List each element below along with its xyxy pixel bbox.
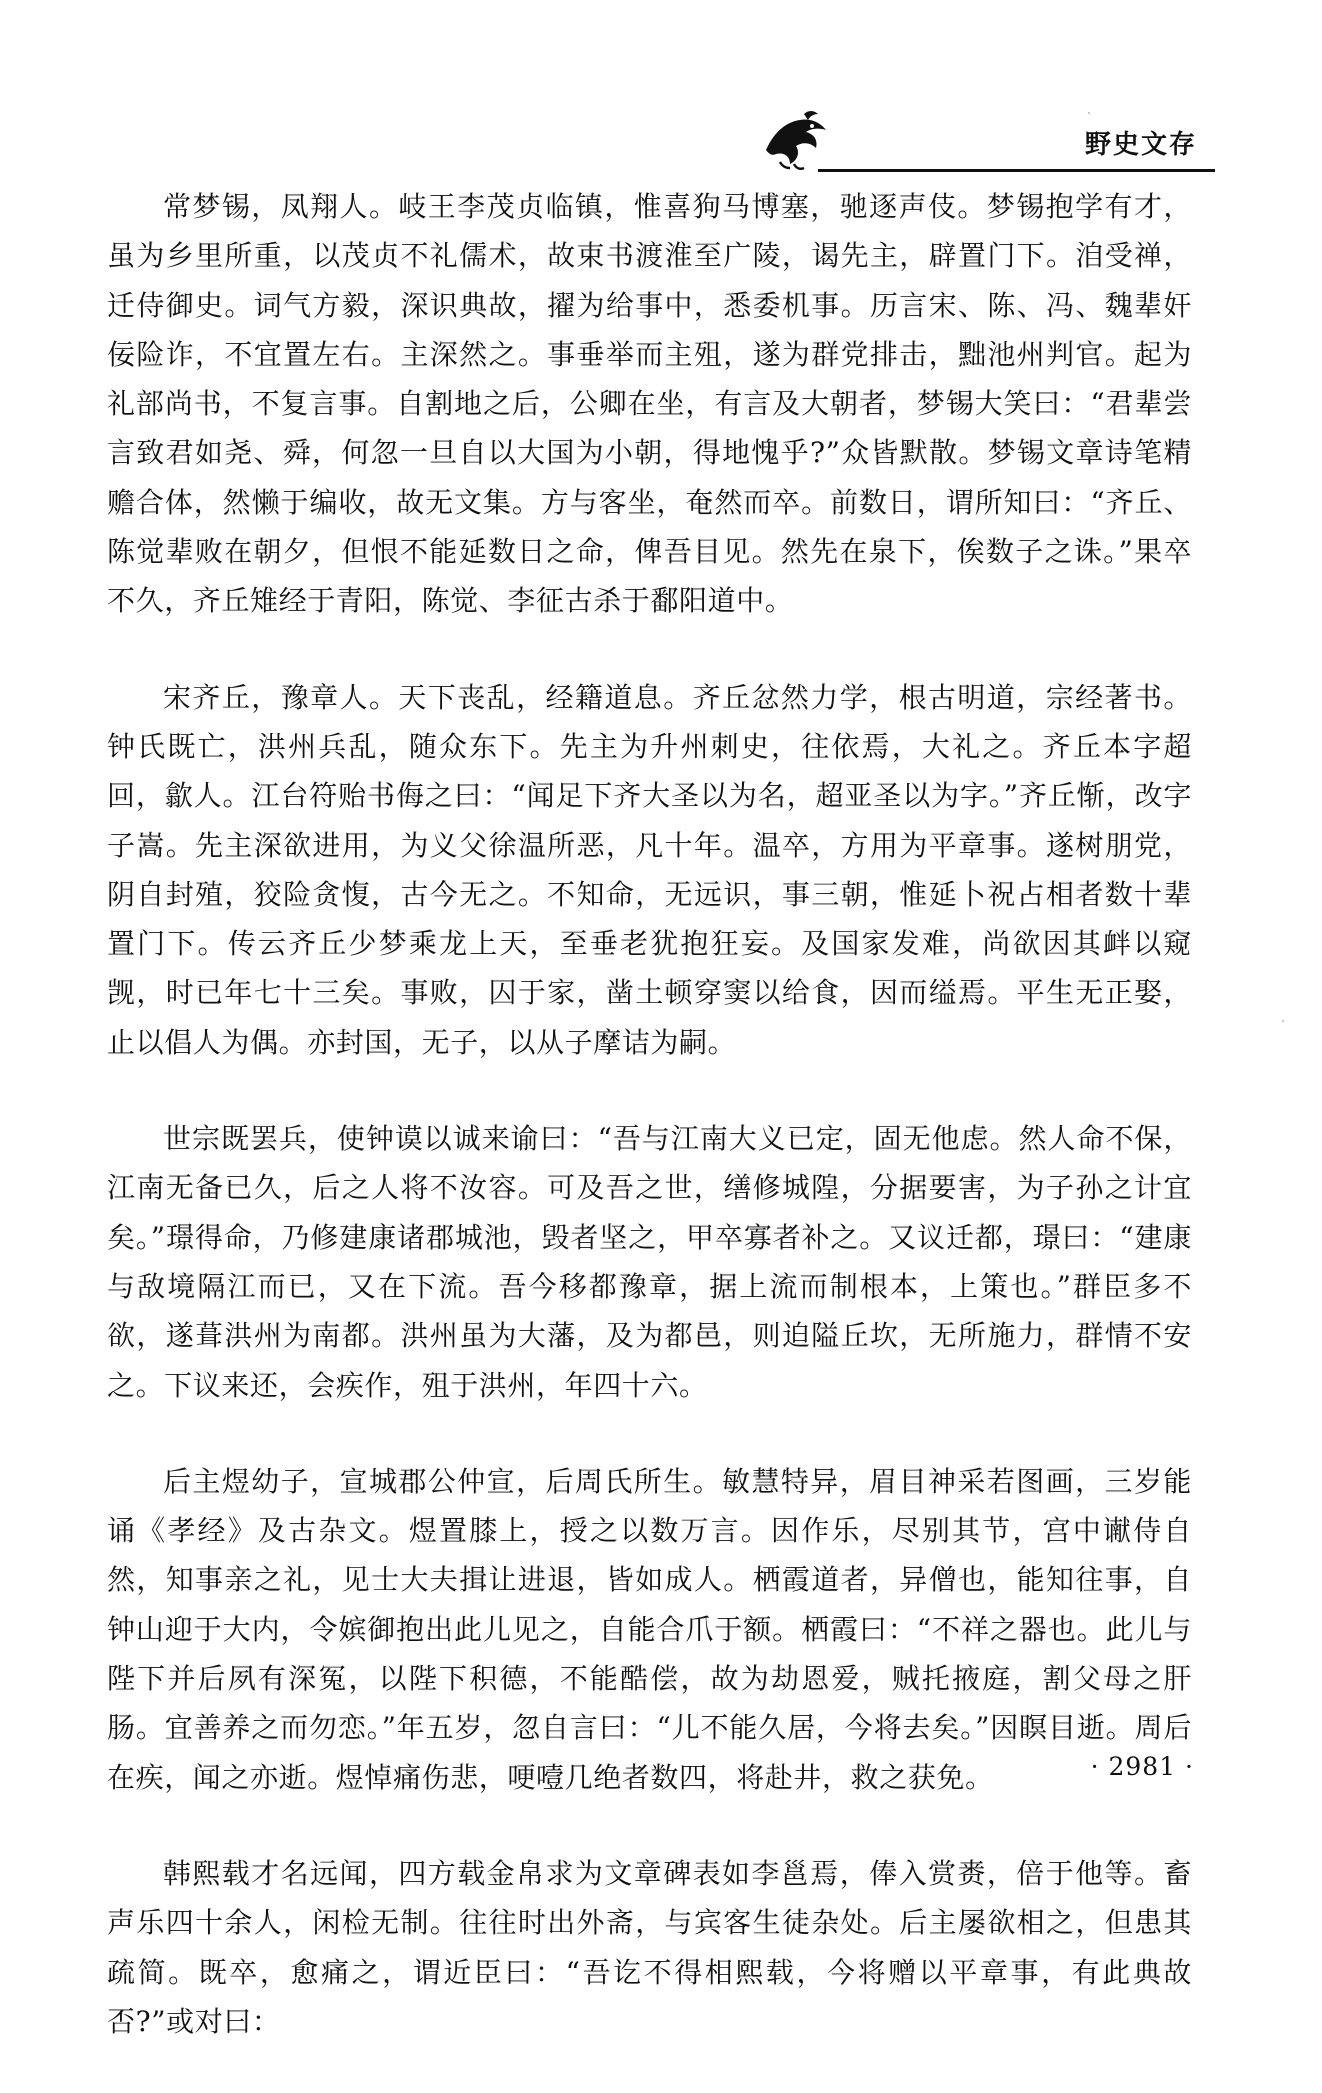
paragraph-zhongxuan: 后主煜幼子，宣城郡公仲宣，后周氏所生。敏慧特异，眉目神采若图画，三岁能诵《孝经》及古杂文。煜置膝上，授之以数万言。因作乐，尽别其节，宫中谳侍自然，知事亲之礼，见士大夫揖让进退，皆如成人。栖霞道者，异僧也，能知往事，自钟山迎于大内，令嫔御抱出此儿见之，自能合爪于额。栖霞曰：“不祥之器也。此儿与陛下并后夙有深冤，以陛下积德，不能酷偿，故为劫恩爱，贼托掖庭，割父母之肝肠。宜善养之而勿恋。”年五岁，忽自言曰：“儿不能久居，今将去矣。”因瞑目逝。周后在疾，闻之亦逝。煜悼痛伤悲，哽噎几绝者数四，将赴井，救之获免。 [107, 1464, 1192, 1794]
header-rule [818, 169, 1215, 172]
dragon-emblem-icon [760, 102, 832, 174]
scan-speck [1282, 1020, 1284, 1022]
paragraph-song-qiqiu: 宋齐丘，豫章人。天下丧乱，经籍道息。齐丘忿然力学，根古明道，宗经著书。钟氏既亡，洪州兵乱，随众东下。先主为升州刺史，往依焉，大礼之。齐丘本字超回，歙人。江台符贻书侮之曰：“闻足下齐大圣以为名，超亚圣以为字。”齐丘惭，改字子嵩。先主深欲进用，为义父徐温所恶，凡十年。温卒，方用为平章事。遂树朋党，阴自封殖，狡险贪愎，古今无之。不知命，无远识，事三朝，惟延卜祝占相者数十辈置门下。传云齐丘少梦乘龙上天，至垂老犹抱狂妄。及国家发难，尚欲因其衅以窥觊，时已年七十三矣。事败，囚于家，凿土顿穿窦以给食，因而缢焉。平生无正娶，止以倡人为偶。亦封国，无子，以从子摩诘为嗣。 [107, 680, 1192, 1059]
scan-speck [1088, 112, 1090, 114]
paragraph-han-xizai: 韩熙载才名远闻，四方载金帛求为文章碑表如李邕焉，俸入赏赉，倍于他等。畜声乐四十余人，闲检无制。往往时出外斋，与宾客生徒杂处。后主屡欲相之，但患其疏简。既卒，愈痛之，谓近臣曰：“吾讫不得相熙载，今将赠以平章事，有此典故否?”或对曰： [107, 1856, 1192, 2038]
book-title: 野史文存 [1084, 130, 1197, 160]
main-text [107, 182, 1192, 2093]
paragraph-chang-mengxi: 常梦锡，凤翔人。岐王李茂贞临镇，惟喜狗马博塞，驰逐声伎。梦锡抱学有才，虽为乡里所重，以茂贞不礼儒术，故束书渡淮至广陵，谒先主，辟置门下。洎受禅，迁侍御史。词气方毅，深识典故，擢为给事中，悉委机事。历言宋、陈、冯、魏辈奸佞险诈，不宜置左右。主深然之。事垂举而主殂，遂为群党排击，黜池州判官。起为礼部尚书，不复言事。自割地之后，公卿在坐，有言及大朝者，梦锡大笑曰：“君辈尝言致君如尧、舜，何忽一旦自以大国为小朝，得地愧乎?”众皆默散。梦锡文章诗笔精赡合体，然懒于编收，故无文集。方与客坐，奄然而卒。前数日，谓所知曰：“齐丘、陈觉辈败在朝夕，但恨不能延数日之命，俾吾目见。然先在泉下，俟数子之诛。”果卒不久，齐丘雉经于青阳，陈觉、李征古杀于鄱阳道中。 [107, 190, 1192, 618]
page-number: · 2981 · [1090, 1752, 1194, 1781]
running-header [760, 110, 1215, 172]
paragraph-shizong: 世宗既罢兵，使钟谟以诚来谕曰：“吾与江南大义已定，固无他虑。然人命不保，江南无备已久，后之人将不汝容。可及吾之世，缮修城隍，分据要害，为子孙之计宜矣。”璟得命，乃修建康诸郡城池，毁者坚之，甲卒寡者补之。又议迁都，璟曰：“建康与敌境隔江而已，又在下流。吾今移都豫章，据上流而制根本，上策也。”群臣多不欲，遂葺洪州为南都。洪州虽为大藩，及为都邑，则迫隘丘坎，无所施力，群情不安之。下议来还，会疾作，殂于洪州，年四十六。 [107, 1122, 1192, 1402]
